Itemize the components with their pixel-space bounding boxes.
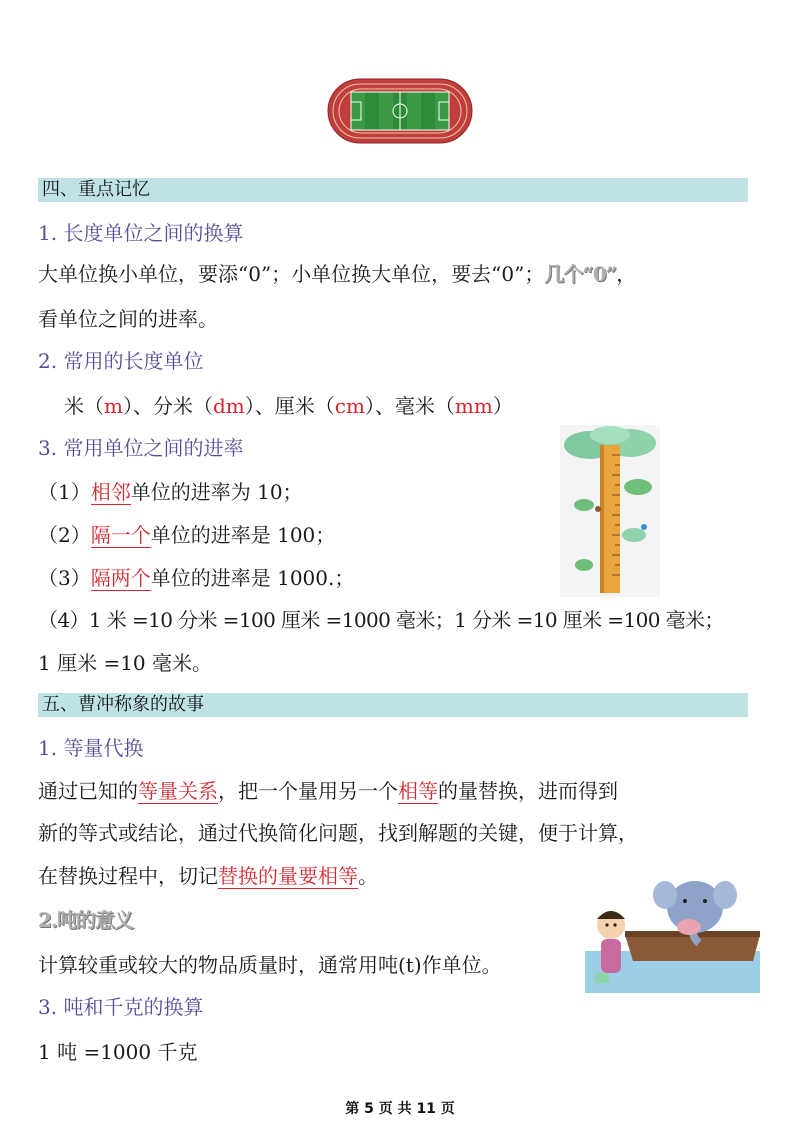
section-heading: 四、重点记忆 (42, 179, 150, 200)
highlight-keyword: 等量关系 (138, 779, 218, 803)
paragraph-text: 。 (358, 864, 378, 888)
subheading-common-units: 2. 常用的长度单位 (38, 349, 204, 373)
unit-abbr: dm (212, 394, 245, 418)
rate-number: （2） (38, 523, 91, 547)
rate-number: （3） (38, 566, 91, 590)
rate-line (38, 477, 303, 507)
section-heading: 五、曹冲称象的故事 (42, 694, 204, 715)
rate-text: 单位的进率为 10； (130, 480, 303, 504)
rate-text: 单位的进率是 1000.； (150, 566, 355, 590)
rate-line (38, 520, 335, 550)
highlight-keyword: 替换的量要相等 (218, 864, 358, 888)
watermark-text: 几个“0” (544, 262, 617, 286)
paragraph-text: 的量替换，进而得到 (438, 779, 618, 803)
subheading-length-conversion: 1. 长度单位之间的换算 (38, 221, 244, 245)
rate-number: （1） (38, 480, 91, 504)
rate-line: （4）1 米 =10 分米 =100 厘米 =1000 毫米；1 分米 =10 厘米 =100 毫米； (38, 608, 724, 632)
rate-line: 1 厘米 =10 毫米。 (38, 651, 213, 675)
paragraph-text: ， (616, 262, 637, 286)
subheading-unit-rates: 3. 常用单位之间的进率 (38, 436, 244, 460)
unit-abbr: mm (454, 394, 493, 418)
paragraph-text: 大单位换小单位，要添“0”；小单位换大单位，要去“0”； (38, 262, 545, 286)
paragraph-text: ，把一个量用另一个 (218, 779, 398, 803)
unit-name: 分米 (152, 394, 193, 418)
unit-abbr: m (104, 394, 123, 418)
unit-abbr: cm (334, 394, 365, 418)
subheading-equal-substitution: 1. 等量代换 (38, 736, 144, 760)
paragraph-line: 看单位之间的进率。 (38, 307, 218, 331)
rate-line (38, 563, 354, 593)
subheading-ton-meaning (38, 906, 133, 934)
elephant-boat-illustration (585, 873, 760, 993)
subheading-ton-kg-conversion: 3. 吨和千克的换算 (38, 995, 204, 1019)
section-heading-bar (38, 693, 748, 717)
paragraph-line (38, 861, 378, 891)
tree-height-ruler-illustration (560, 425, 660, 597)
paragraph-line (38, 776, 618, 806)
paragraph-line: 1 吨 =1000 千克 (38, 1040, 198, 1064)
unit-name: 毫米 (394, 394, 435, 418)
rate-text: 单位的进率是 100； (150, 523, 336, 547)
section-heading-bar (38, 178, 748, 202)
paragraph-line: 新的等式或结论，通过代换简化问题，找到解题的关键，便于计算， (38, 821, 638, 845)
watermark-text: 2.吨的意义 (38, 908, 133, 932)
rate-keyword: 隔两个 (90, 566, 151, 590)
paragraph-line (38, 259, 636, 289)
rate-keyword: 隔一个 (90, 523, 151, 547)
track-field-illustration (327, 78, 473, 144)
unit-name: 米 (64, 394, 84, 418)
paragraph-text: 在替换过程中，切记 (38, 864, 218, 888)
page-footer: 第 5 页 共 11 页 (345, 1101, 455, 1117)
unit-name: 厘米 (274, 394, 315, 418)
highlight-keyword: 相等 (398, 779, 438, 803)
paragraph-text: 通过已知的 (38, 779, 138, 803)
paragraph-line: 计算较重或较大的物品质量时，通常用吨(t)作单位。 (38, 953, 502, 977)
units-line: 米（m）、分米（dm）、厘米（cm）、毫米（mm） (64, 394, 513, 418)
rate-keyword: 相邻 (90, 480, 131, 504)
